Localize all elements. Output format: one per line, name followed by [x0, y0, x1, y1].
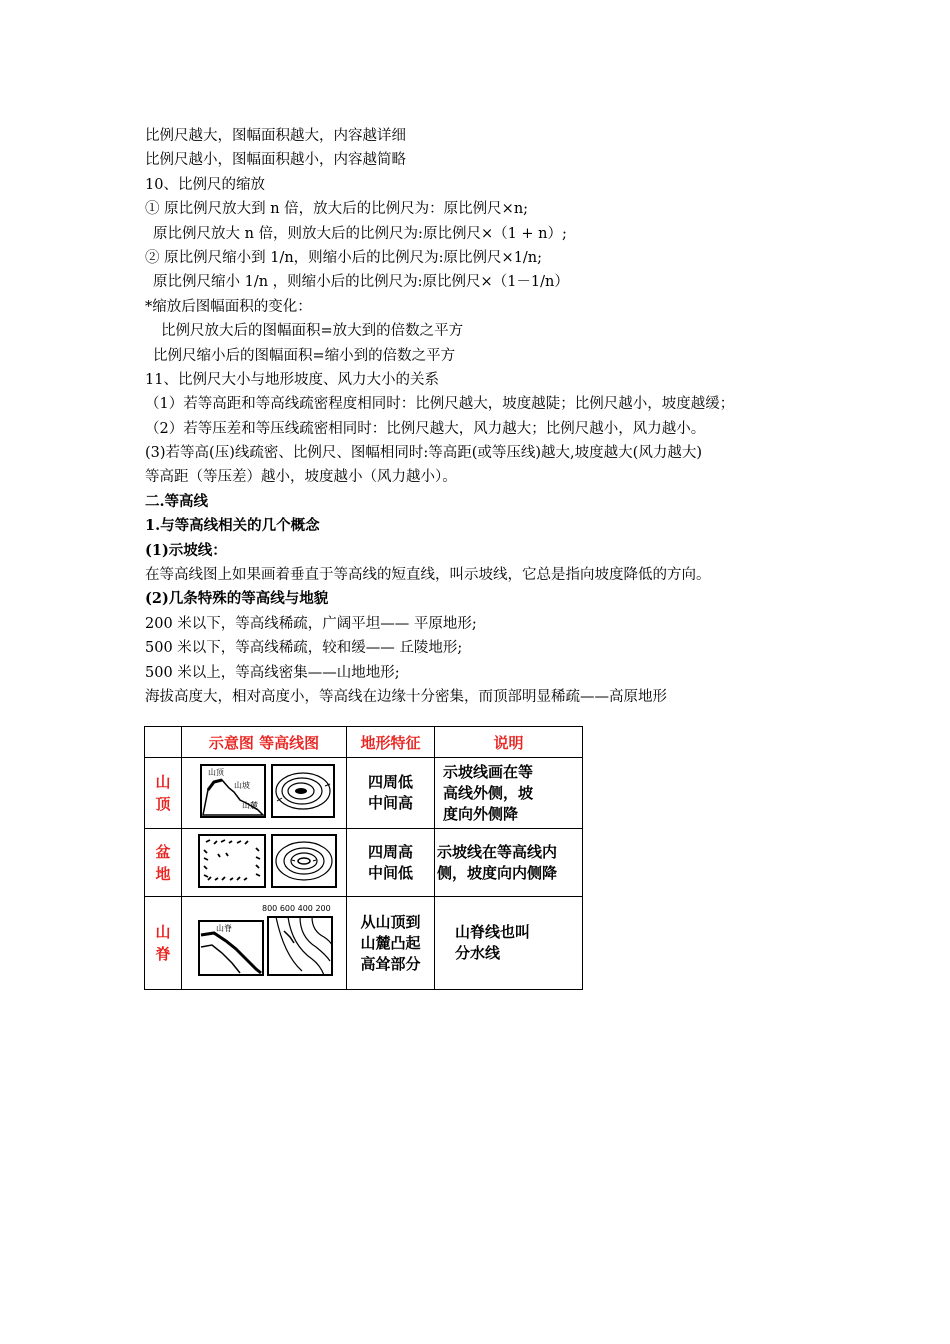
ridge-feature: 从山顶到 山麓凸起 高耸部分: [347, 897, 435, 990]
terrain-table: [144, 726, 583, 990]
text-line: （2）若等压差和等压线疏密相同时：比例尺越大，风力越大；比例尺越小，风力越小。: [145, 420, 706, 437]
text-line: 比例尺越大，图幅面积越大，内容越详细: [145, 128, 406, 144]
basin-diagram: [182, 829, 347, 897]
text-line: *缩放后图幅面积的变化：: [145, 298, 312, 315]
text-line: ② 原比例尺缩小到 1/n，则缩小后的比例尺为:原比例尺×1/n;: [145, 249, 543, 266]
svg-text:山坡: 山坡: [234, 781, 250, 790]
text-line: 200 米以下，等高线稀疏，广阔平坦—— 平原地形;: [145, 615, 477, 632]
section-heading: 11、比例尺大小与地形坡度、风力大小的关系: [145, 371, 439, 388]
row-label-ridge: 山 脊: [145, 897, 182, 990]
basin-feature: 四周高 中间低: [347, 829, 435, 897]
header-diagram: 示意图 等高线图: [182, 727, 347, 758]
table-header-row: [145, 727, 583, 758]
text-line: 在等高线图上如果画着垂直于等高线的短直线，叫示坡线，它总是指向坡度降低的方向。: [145, 567, 711, 584]
text-line: 比例尺缩小后的图幅面积=缩小到的倍数之平方: [153, 347, 456, 364]
table-row: [145, 897, 583, 990]
svg-text:800 600 400 200: 800 600 400 200: [262, 904, 331, 913]
svg-text:山麓: 山麓: [242, 801, 258, 810]
header-blank: [145, 727, 182, 758]
svg-text:山顶: 山顶: [208, 768, 224, 777]
text-line: （1）若等高距和等高线疏密程度相同时：比例尺越大，坡度越陡；比例尺越小，坡度越缓；: [145, 396, 735, 413]
basin-note: 示坡线在等高线内 侧，坡度向内侧降: [435, 829, 583, 897]
document-body: [145, 124, 845, 709]
ridge-sketch-icon: [184, 897, 344, 985]
row-label-peak: 山 顶: [145, 758, 182, 829]
section-heading: 10、比例尺的缩放: [145, 176, 265, 193]
table-row: [145, 829, 583, 897]
text-line: (3)若等高(压)线疏密、比例尺、图幅相同时:等高距(或等压线)越大,坡度越大(风力越大): [145, 445, 702, 462]
section-heading: 1.与等高线相关的几个概念: [145, 517, 320, 535]
text-line: 500 米以上，等高线密集——山地地形;: [145, 664, 400, 681]
text-line: 原比例尺缩小 1/n ，则缩小后的比例尺为:原比例尺×（1－1/n）: [153, 274, 569, 291]
header-feature: 地形特征: [347, 727, 435, 758]
text-line: 等高距（等压差）越小，坡度越小（风力越小）。: [145, 469, 457, 486]
text-line: ① 原比例尺放大到 n 倍，放大后的比例尺为：原比例尺×n;: [145, 201, 529, 218]
peak-diagram: [182, 758, 347, 829]
subsection-heading: (2)几条特殊的等高线与地貌: [145, 590, 329, 608]
peak-feature: 四周低 中间高: [347, 758, 435, 829]
text-line: 海拔高度大，相对高度小，等高线在边缘十分密集，而顶部明显稀疏——高原地形: [145, 688, 667, 705]
peak-sketch-icon: [184, 758, 344, 824]
header-note: 说明: [435, 727, 583, 758]
text-line: 比例尺越小，图幅面积越小，内容越简略: [145, 152, 406, 169]
ridge-diagram: [182, 897, 347, 990]
text-line: 比例尺放大后的图幅面积=放大到的倍数之平方: [161, 323, 464, 340]
ridge-note: 山脊线也叫 分水线: [435, 897, 583, 990]
table-row: [145, 758, 583, 829]
svg-text:山脊: 山脊: [216, 924, 232, 933]
text-line: 原比例尺放大 n 倍，则放大后的比例尺为:原比例尺×（1 + n）;: [153, 225, 567, 242]
peak-note: 示坡线画在等 高线外侧，坡 度向外侧降: [435, 758, 583, 829]
text-line: 500 米以下，等高线稀疏，较和缓—— 丘陵地形;: [145, 640, 463, 657]
row-label-basin: 盆 地: [145, 829, 182, 897]
chapter-heading: 二.等高线: [145, 492, 209, 510]
basin-sketch-icon: [184, 830, 344, 892]
subsection-heading: (1)示坡线：: [145, 541, 227, 559]
